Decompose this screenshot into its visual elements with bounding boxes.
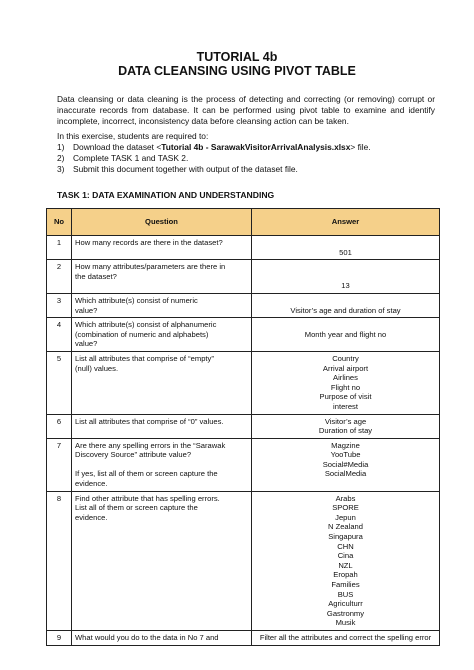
intro-paragraph: Data cleansing or data cleaning is the process of detecting and correcting (or removing) corrupt or inaccurate records from database. It can be performed using pivot table to examine and identify incomplete, incorrect, inconsistency data before cleansing action can be taken. <box>57 94 435 126</box>
question-line: (null) values. <box>75 363 119 373</box>
answer-line: Visitor’s age <box>324 416 367 426</box>
answer-line: YooTube <box>330 450 361 460</box>
answer-line: Flight no <box>330 382 361 392</box>
answer-line: N Zealand <box>327 522 364 532</box>
answer-line: Eropah <box>333 570 358 580</box>
question-cell <box>72 630 252 645</box>
step-text-end: > file. <box>350 142 371 152</box>
answer-line: Filter all the attributes and correct the spelling error <box>259 632 432 642</box>
question-line: How many records are there in the dataset? <box>75 238 223 247</box>
answer-line: interest <box>333 401 358 411</box>
question-line: What would you do to the data in No 7 and <box>75 632 219 642</box>
table-row <box>47 630 440 645</box>
answer-line: CHN <box>337 541 354 551</box>
table-header-row <box>47 209 440 236</box>
question-cell <box>72 318 252 352</box>
answer-cell <box>252 491 440 630</box>
answer-line: Jepun <box>335 512 356 522</box>
instruction-step <box>57 164 371 175</box>
step-number: 1) <box>57 142 65 152</box>
answer-line <box>255 262 436 272</box>
question-line: the dataset? <box>75 271 117 281</box>
question-line: List all of them or screen capture the <box>75 503 198 513</box>
answer-cell <box>252 414 440 438</box>
question-line: Find other attribute that has spelling errors. <box>75 493 220 503</box>
step-text: Submit this document together with output of the dataset file. <box>73 164 298 174</box>
row-number: 9 <box>47 630 72 645</box>
header-question: Question <box>72 209 252 236</box>
table-row <box>47 318 440 352</box>
answer-line: Social#Media <box>322 459 369 469</box>
instructions-list <box>57 142 371 175</box>
question-line: (combination of numeric and alphabets) <box>75 329 209 339</box>
answer-line: Magzine <box>331 440 360 450</box>
step-text: Complete TASK 1 and TASK 2. <box>73 153 189 163</box>
question-line: value? <box>75 339 98 349</box>
answer-line: Airlines <box>333 373 358 383</box>
instruction-step <box>57 153 371 164</box>
question-cell <box>72 351 252 414</box>
question-cell <box>72 260 252 294</box>
task1-table <box>46 208 440 646</box>
answer-cell <box>252 260 440 294</box>
answer-line: NZL <box>338 560 353 570</box>
question-line: Discovery Source” attribute value? <box>75 450 192 460</box>
row-number: 5 <box>47 351 72 414</box>
answer-cell <box>252 293 440 317</box>
answer-line <box>255 272 436 282</box>
answer-line: SocialMedia <box>324 469 367 479</box>
question-cell <box>72 491 252 630</box>
answer-line: Arabs <box>335 493 356 503</box>
question-line: value? <box>75 305 98 315</box>
answer-line: Families <box>331 580 360 589</box>
answer-cell <box>252 630 440 645</box>
answer-line: Cina <box>337 551 354 561</box>
header-no: No <box>47 209 72 236</box>
answer-line: Country <box>332 353 359 363</box>
question-line: How many attributes/parameters are there in <box>75 262 226 272</box>
step-filename: Tutorial 4b - SarawakVisitorArrivalAnalysis.xlsx <box>161 142 351 152</box>
answer-line: Singapura <box>328 532 363 542</box>
answer-line: 13 <box>341 281 350 291</box>
table-body <box>47 236 440 646</box>
answer-cell <box>252 438 440 491</box>
row-number: 7 <box>47 438 72 491</box>
question-line: If yes, list all of them or screen capture the <box>75 469 218 479</box>
table-row <box>47 414 440 438</box>
answer-line <box>255 296 436 306</box>
answer-line: Month year and flight no <box>304 329 387 339</box>
question-line: List all attributes that comprise of “0” values. <box>75 416 224 426</box>
question-line: Which attribute(s) consist of alphanumeric <box>75 320 217 330</box>
answer-line: Duration of stay <box>318 426 373 436</box>
row-number: 6 <box>47 414 72 438</box>
table-row <box>47 260 440 294</box>
answer-cell <box>252 351 440 414</box>
table-row <box>47 236 440 260</box>
answer-line: BUS <box>337 589 354 599</box>
answer-cell <box>252 236 440 260</box>
answer-line <box>255 320 436 330</box>
table-row <box>47 438 440 491</box>
answer-line: 501 <box>339 247 352 257</box>
answer-line: Arrival airport <box>322 363 369 373</box>
task1-heading: TASK 1: DATA EXAMINATION AND UNDERSTANDING <box>57 190 275 200</box>
question-line: evidence. <box>75 479 108 489</box>
question-line: Are there any spelling errors in the “Sarawak <box>75 440 226 450</box>
question-line <box>75 460 248 470</box>
question-cell <box>72 414 252 438</box>
instructions-lead: In this exercise, students are required to: <box>57 131 209 141</box>
answer-line: SPORE <box>332 503 359 513</box>
answer-line: Musik <box>335 618 356 628</box>
table-row <box>47 351 440 414</box>
answer-line: Agriculturr <box>328 599 363 609</box>
row-number: 4 <box>47 318 72 352</box>
step-number: 3) <box>57 164 65 174</box>
answer-line <box>255 238 436 248</box>
instruction-step <box>57 142 371 153</box>
question-line: List all attributes that comprise of “empty” <box>75 353 214 363</box>
page-subtitle: DATA CLEANSING USING PIVOT TABLE <box>118 64 356 78</box>
row-number: 3 <box>47 293 72 317</box>
question-line: Which attribute(s) consist of numeric <box>75 295 198 305</box>
table-row <box>47 293 440 317</box>
question-cell <box>72 236 252 260</box>
page-title: TUTORIAL 4b <box>196 50 278 64</box>
answer-line: Gastronmy <box>326 608 365 618</box>
step-text: Download the dataset < <box>73 142 162 152</box>
answer-line: Purpose of visit <box>319 392 372 402</box>
question-cell <box>72 293 252 317</box>
row-number: 1 <box>47 236 72 260</box>
step-number: 2) <box>57 153 65 163</box>
header-answer: Answer <box>252 209 440 236</box>
question-line: evidence. <box>75 512 108 522</box>
row-number: 8 <box>47 491 72 630</box>
answer-line: Visitor’s age and duration of stay <box>290 305 401 315</box>
table-row <box>47 491 440 630</box>
question-cell <box>72 438 252 491</box>
row-number: 2 <box>47 260 72 294</box>
answer-cell <box>252 318 440 352</box>
